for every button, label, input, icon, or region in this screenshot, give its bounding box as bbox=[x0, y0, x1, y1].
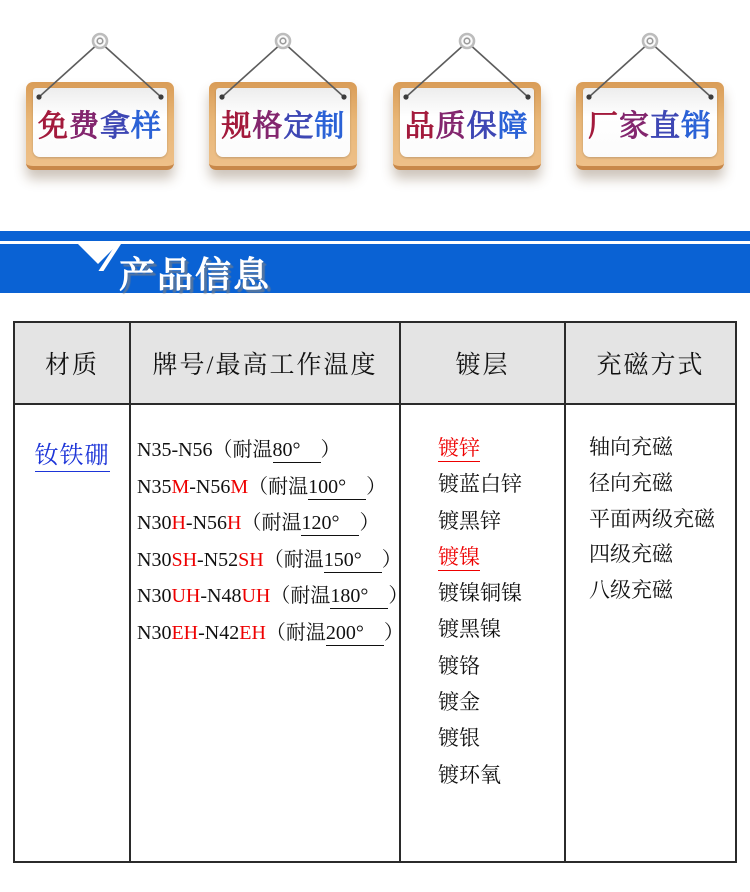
magnetization-list bbox=[589, 430, 735, 609]
grade-line: N30EH-N42EH（耐温200° ） bbox=[137, 621, 404, 644]
sign-custom-spec bbox=[209, 30, 357, 182]
badges-row bbox=[0, 30, 750, 182]
coating-list bbox=[438, 430, 564, 793]
magnetization-item: 轴向充磁 bbox=[589, 435, 673, 459]
sign-quality-guarantee bbox=[393, 30, 541, 182]
hanger-icon bbox=[209, 30, 357, 182]
coating-item: 镀铬 bbox=[438, 653, 480, 678]
grades-cell bbox=[130, 404, 409, 862]
col-header-grade-temp: 牌号/最高工作温度 bbox=[130, 322, 400, 404]
product-info-table bbox=[13, 321, 737, 863]
table-header-row bbox=[14, 322, 736, 404]
coating-item: 镀金 bbox=[438, 690, 480, 715]
magnetization-item: 四级充磁 bbox=[589, 542, 673, 567]
coating-item: 镀黑锌 bbox=[438, 508, 501, 533]
coating-item[interactable]: 镀锌 bbox=[438, 436, 480, 460]
hanger-icon bbox=[576, 30, 724, 182]
grade-list bbox=[137, 432, 409, 651]
coating-item: 镀黑镍 bbox=[438, 617, 501, 642]
material-link[interactable]: 钕铁硼 bbox=[35, 435, 110, 472]
section-title: 产品信息 bbox=[119, 254, 272, 295]
coating-item: 镀镍铜镍 bbox=[438, 581, 522, 606]
grade-line: N35-N56（耐温80° ） bbox=[137, 439, 341, 461]
grade-line: N30SH-N52SH（耐温150° ） bbox=[137, 548, 402, 571]
section-banner bbox=[0, 244, 750, 293]
sign-label: 规格定制 bbox=[221, 109, 346, 143]
material-cell bbox=[14, 404, 130, 862]
grade-line: N35M-N56M（耐温100° ） bbox=[137, 475, 387, 498]
sign-label: 厂家直销 bbox=[587, 109, 712, 143]
grade-line: N30H-N56H（耐温120° ） bbox=[137, 512, 380, 534]
magnetization-cell bbox=[565, 404, 736, 862]
coating-item[interactable]: 镀镍 bbox=[438, 544, 480, 569]
coating-item: 镀环氧 bbox=[438, 762, 501, 787]
table-body-row bbox=[14, 404, 736, 862]
divider-bar bbox=[0, 231, 750, 241]
magnetization-item: 平面两级充磁 bbox=[589, 506, 715, 531]
sign-label: 免费拿样 bbox=[38, 109, 162, 143]
coatings-cell bbox=[400, 404, 565, 862]
col-header-magnetization: 充磁方式 bbox=[565, 322, 736, 404]
coating-item: 镀银 bbox=[438, 726, 480, 751]
grade-line: N30UH-N48UH（耐温180° ） bbox=[137, 585, 409, 607]
hanger-icon bbox=[393, 30, 541, 182]
sign-free-sample bbox=[26, 30, 174, 182]
col-header-material: 材质 bbox=[14, 322, 130, 404]
hanger-icon bbox=[26, 30, 174, 182]
coating-item: 镀蓝白锌 bbox=[438, 472, 522, 497]
sign-factory-direct bbox=[576, 30, 724, 182]
sign-label: 品质保障 bbox=[404, 109, 529, 143]
magnetization-item: 八级充磁 bbox=[589, 578, 673, 603]
col-header-coating: 镀层 bbox=[400, 322, 565, 404]
magnetization-item: 径向充磁 bbox=[589, 470, 673, 495]
